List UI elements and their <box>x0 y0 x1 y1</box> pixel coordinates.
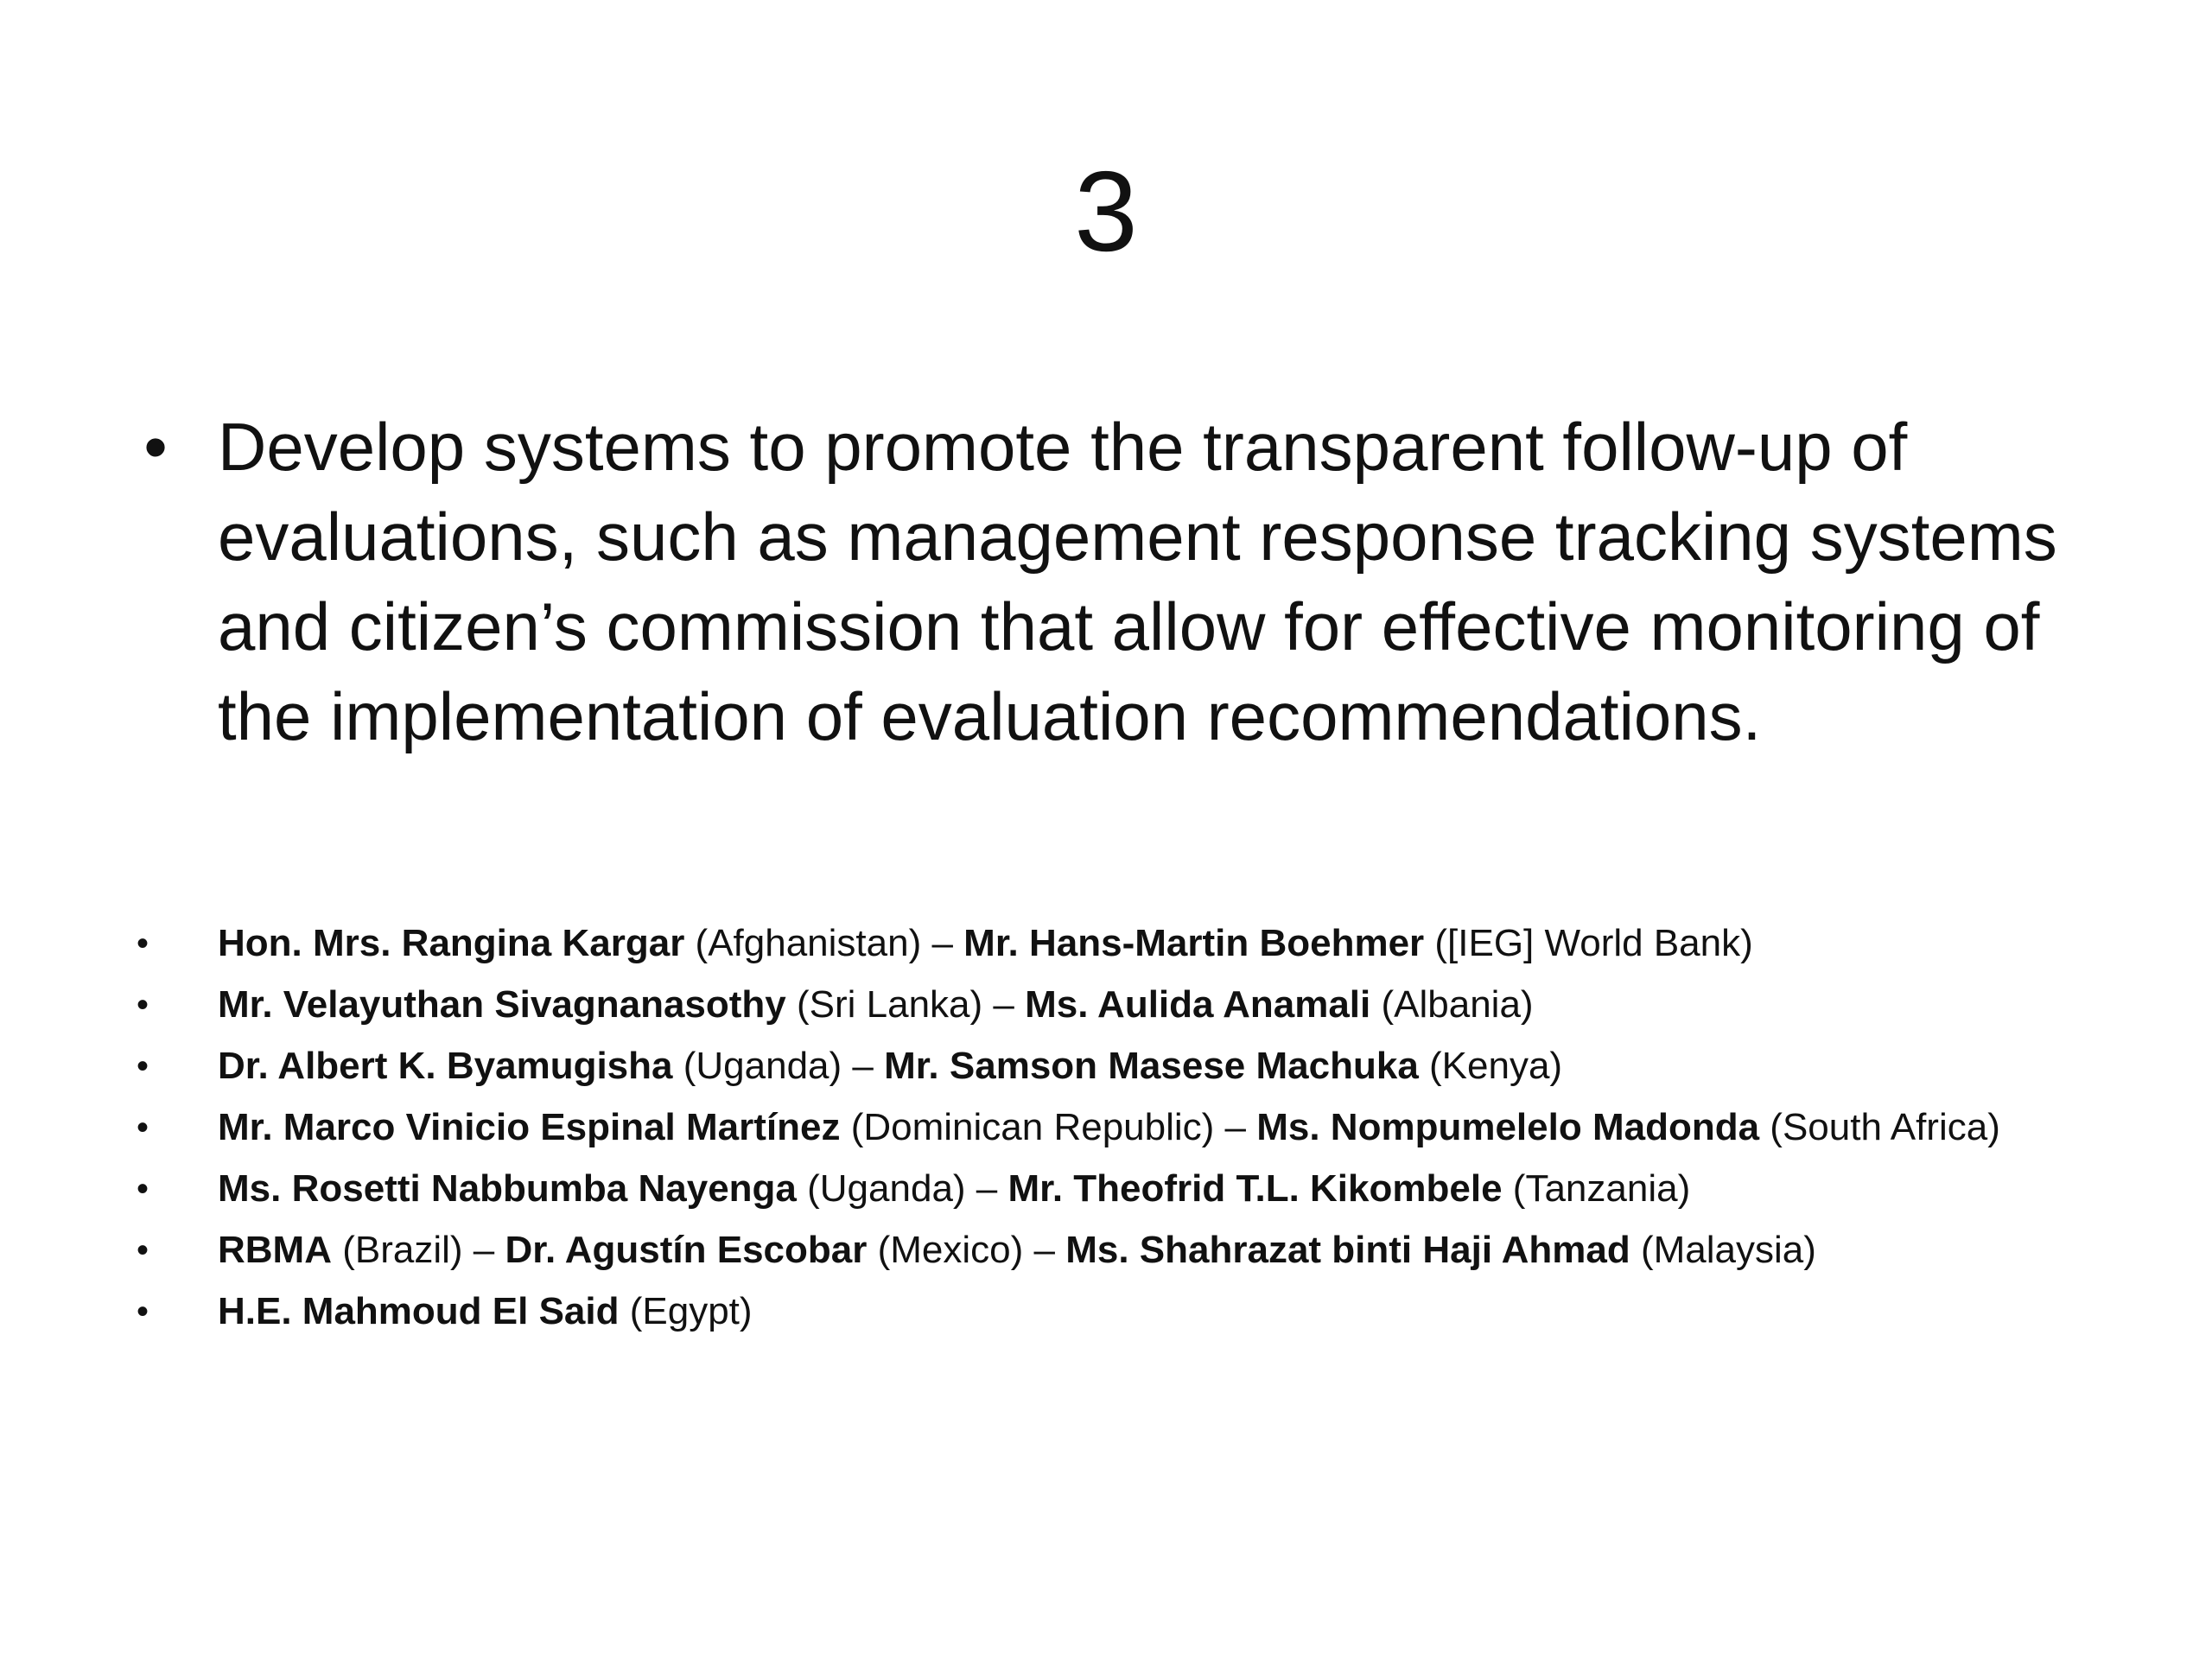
main-bullet-item <box>130 402 2108 761</box>
participant-list-item <box>130 918 2108 969</box>
participant-country: (Malaysia) <box>1630 1229 1816 1271</box>
participant-country: (Albania) <box>1370 983 1534 1026</box>
bullet-glyph: • <box>136 1293 149 1331</box>
participant-name: Hon. Mrs. Rangina Kargar <box>218 922 685 964</box>
participant-list-item <box>130 1287 2108 1337</box>
bullet-glyph: • <box>136 986 149 1024</box>
participant-name: Mr. Velayuthan Sivagnanasothy <box>218 983 786 1026</box>
participant-country: (Sri Lanka) – <box>785 983 1026 1026</box>
participant-name: Ms. Rosetti Nabbumba Nayenga <box>218 1167 797 1210</box>
participant-country: (South Africa) <box>1759 1106 2000 1148</box>
participant-name: Mr. Samson Masese Machuka <box>884 1045 1419 1087</box>
participant-country: (Kenya) <box>1418 1045 1563 1087</box>
participant-name: Ms. Shahrazat binti Haji Ahmad <box>1065 1229 1630 1271</box>
participant-list-item <box>130 1103 2108 1153</box>
participant-country: (Uganda) – <box>796 1167 1008 1210</box>
bullet-glyph: • <box>136 1170 149 1208</box>
participant-list-item <box>130 980 2108 1030</box>
main-bullet-list <box>130 402 2108 761</box>
bullet-glyph: • <box>136 925 149 963</box>
participant-country: (Brazil) – <box>331 1229 505 1271</box>
bullet-glyph: • <box>136 1231 149 1269</box>
participant-country: (Uganda) – <box>672 1045 885 1087</box>
participant-country: (Tanzania) <box>1502 1167 1691 1210</box>
participant-country: (Dominican Republic) – <box>840 1106 1257 1148</box>
bullet-glyph: • <box>143 409 168 485</box>
participant-country: (Egypt) <box>619 1290 753 1332</box>
participant-country: (Afghanistan) – <box>684 922 964 964</box>
participant-country: ([IEG] World Bank) <box>1424 922 1753 964</box>
bullet-glyph: • <box>136 1109 149 1147</box>
bullet-glyph: • <box>136 1047 149 1085</box>
participant-list-item <box>130 1225 2108 1275</box>
participant-name: Dr. Albert K. Byamugisha <box>218 1045 673 1087</box>
participant-name: H.E. Mahmoud El Said <box>218 1290 620 1332</box>
slide-title: 3 <box>1074 148 1138 275</box>
participant-name: Mr. Hans-Martin Boehmer <box>963 922 1425 964</box>
participant-list-item <box>130 1164 2108 1214</box>
main-bullet-text: Develop systems to promote the transparent follow-up of evaluations, such as management response tracking systems and citizen’s commission that allow for effective monitoring of the implementation of evaluation recommendations. <box>218 409 2057 754</box>
participant-name: Ms. Aulida Anamali <box>1025 983 1371 1026</box>
participant-name: Dr. Agustín Escobar <box>505 1229 868 1271</box>
participant-name: Mr. Theofrid T.L. Kikombele <box>1007 1167 1503 1210</box>
participant-list-item <box>130 1041 2108 1091</box>
participant-name: RBMA <box>218 1229 332 1271</box>
participant-list <box>130 918 2108 1348</box>
participant-country: (Mexico) – <box>867 1229 1066 1271</box>
participant-name: Ms. Nompumelelo Madonda <box>1256 1106 1760 1148</box>
participant-name: Mr. Marco Vinicio Espinal Martínez <box>218 1106 841 1148</box>
